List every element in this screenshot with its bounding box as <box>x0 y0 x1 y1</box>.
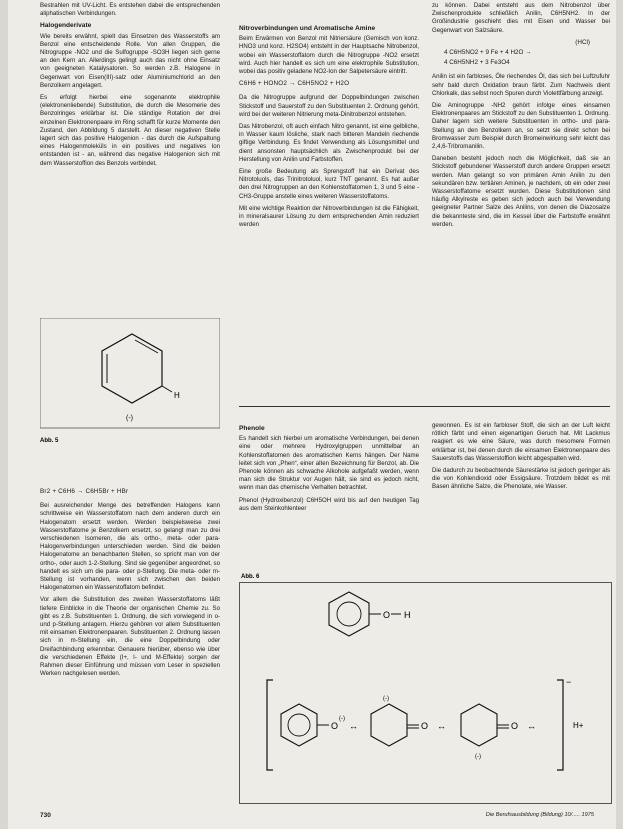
section-divider <box>239 406 610 407</box>
paragraph: Bei ausreichender Menge des betreffenden Halogens kann schrittweise ein Wasserstoffatom nach dem anderen durch ein Halogenatom ersetzt werden. Werden beispielsweise zwei Wasserstoffatome je Benzolkern ersetzt, so gelangt man zu drei verschiedenen Isomeren, die als ortho-, meta- oder para-Halogenverbindungen unterschieden werden. Sind die beiden Halogenatome an benachbarten Stellen, so spricht man von der ortho-, oder auch 1-2-Stellung. Sind sie gegenüber angeordnet, so handelt es sich um die para- oder p-Stellung. Die meta- oder m-Stellung ist vorhanden, wenn sich zwischen den beiden Halogenatomen ein Wasserstoffatom befindet. <box>40 502 220 592</box>
oxygen-label: O <box>383 610 391 620</box>
heading-nitroverbindungen: Nitroverbindungen und Aromatische Amine <box>239 25 376 32</box>
paragraph: Die dadurch zu beobachtende Säurestärke ist jedoch geringer als die von Kohlendioxid oder Essigsäure. Trotzdem bildet es mit Basen ähnliche Salze, die Phenolate, wie Wasser. <box>432 467 610 491</box>
figure-5-label: Abb. 5 <box>40 438 59 444</box>
oxygen-label: O <box>331 721 339 731</box>
intro-paragraph: Bestrahlen mit UV-Licht. Es entstehen dabei die entsprechenden aliphatischen Verbindungen. <box>40 2 220 18</box>
aniline-equation-2: 4 C6H5NH2 + 3 Fe3O4 <box>444 59 510 67</box>
benzene-hexagon <box>102 334 162 403</box>
column-2-bottom <box>239 422 419 517</box>
column-1-bottom <box>40 484 220 682</box>
resonance-structure-2 <box>371 696 428 746</box>
paragraph: Es erfolgt hierbei eine sogenannte elektrophile (elektronenliebende) Substitution, die durch die Mesomerie des Benzolringes erklärbar ist. Die ständige Rotation der drei einzelnen Elektronenpaare im Ring schafft für kurze Momente den Zustand, den Abbildung 5 darstellt. An dieser negativen Stelle lagert sich das positive Halogenion - das durch die Aufspaltung eines Halogenmoleküls in ein positives und negatives Ion entstanden ist - an, während das negative Halogenion sich mit dem Wasserstoffion des Benzols verbindet. <box>40 94 220 167</box>
paragraph: zu können. Dabei entsteht aus dem Nitrobenzol über Zwischenprodukte schließlich Anilin, C6H5NH2. In der Großindustrie geschieht dies mit Eisen und Wasser bei Gegenwart von Salzsäure. <box>432 2 610 34</box>
figure-6-phenol-mesomerism <box>239 570 610 802</box>
oxygen-label: O <box>421 721 429 731</box>
heading-phenole: Phenole <box>239 425 265 432</box>
charge-label: (-) <box>383 696 389 702</box>
resonance-arrow: ↔ <box>527 721 536 731</box>
bracket-charge: − <box>566 677 572 687</box>
proton-label: H+ <box>573 721 584 730</box>
charge-label: (-) <box>475 754 481 760</box>
negative-charge-label: (-) <box>126 415 133 422</box>
footer-journal: Die Berufsausbildung (Bildung) 10/..... 1975 <box>485 812 594 818</box>
paragraph: Anilin ist ein farbloses, Öle riechendes Öl, das sich bei Luftzufuhr sehr bald durch Oxidation braun färbt. Zum Nachweis dient Chlorkalk, das selbst noch Spuren durch Violettfärbung anzeigt. <box>432 73 610 97</box>
right-bracket <box>557 680 563 770</box>
charge-label: (-) <box>339 716 345 722</box>
bromination-formula: Br2 + C6H6 → C6H5Br + HBr <box>40 488 129 495</box>
paragraph: Vor allem die Substitution des zweiten Wasserstoffatoms läßt tiefere Einblicke in die Theorie der organischen Chemie zu. So gibt es z.B. Substituenten 1. Ordnung, die sich vorwiegend in o- und p-Stellung anlagern. Hierzu gehören vor allem Substituenten mit einsamen Elektronenpaaren. Substituenten 2. Ordnung lassen sich in m-Stellung ein, die eine Doppelbindung oder Dreifachbindung erkennbar. Genauere hierüber, ebenso wie über die verschiedenen Effekte (I+, I- und M-Effekte) sorgen der Rahmen dieser Einführung und müssen vom Leser in speziellen Werken nachgelesen werden. <box>40 596 220 678</box>
ring <box>461 704 497 746</box>
paragraph: Da die Nitrogruppe aufgrund der Doppelbindungen zwischen Stickstoff und Sauerstoff zu den Substituenten 2. Ordnung gehört, wird bei der weiteren Nitrierung meta-Dinitrobenzol entstehen. <box>239 94 419 118</box>
phenol-structure <box>329 592 411 636</box>
aromatic-circle <box>337 602 361 626</box>
figure-6-label: Abb. 6 <box>241 574 260 580</box>
paragraph: Beim Erwärmen von Benzol mit Nitriersäure (Gemisch von konz. HNO3 und konz. H2SO4) entsteht in der Hauptsache Nitrobenzol, wobei ein Wasserstoffatom durch die Nitrogruppe -NO2 ersetzt wird. Auch hier handelt es sich um eine elektrophile Substitution, wobei das positiv geladene NO2-Ion der Salpetersäure eintritt. <box>239 35 419 76</box>
paragraph: Das Nitrobenzol, oft auch einfach Nitro genannt, ist eine gelbliche, in Wasser kaum lösliche, stark nach bitteren Mandeln riechende giftige Verbindung. Es findet Verwendung als Lösungsmittel und dient ansonsten hauptsächlich als Zwischenprodukt bei der Herstellung von Anilin und Farbstoffen. <box>239 123 419 163</box>
hydrogen-bond-line <box>162 386 172 392</box>
paragraph: Die Aminogruppe -NH2 gehört infolge eines einsamen Elektronenpaares am Stickstoff zu den Substituenten 1. Ordnung. Daher lagern sich weitere Substituenten in ortho- und para-Stellung an den Benzolkern an, so setzt sie direkt schon bei Bromwasser zum Beispiel durch Bromeinwirkung sehr leicht das 2,4,6-Tribromanilin. <box>432 102 610 151</box>
nitration-formula: C6H6 + HONO2 → C6H5NO2 + H2O <box>239 80 350 88</box>
phenol-ring <box>329 592 369 636</box>
column-1 <box>40 2 220 172</box>
paragraph: Wie bereits erwähnt, spielt das Einsetzen des Wasserstoffs am Benzol eine entscheidende Rolle. Von allen Gruppen, die Nitrogruppe -NO2 und die Sulfogruppe -SO3H liegen sich gerne an den Kern an. Allerdings gelingt auch das nicht ohne Einsatz von geeigneten Katalysatoren. So werden z.B. Halogene in Gegenwart von Eisen(III)-salz oder Aluminiumchlorid an den Benzolkern angelagert. <box>40 32 220 89</box>
paragraph: Mit eine wichtige Reaktion der Nitroverbindungen ist die Fähigkeit, in mineralsaurer Lösung zu dem entsprechenden Amin reduziert werden <box>239 204 419 229</box>
resonance-structure-1 <box>281 704 345 746</box>
hydrogen-label: H <box>404 610 411 620</box>
page <box>8 0 616 829</box>
ring <box>281 704 317 746</box>
oxygen-label: O <box>511 721 519 731</box>
hydrogen-label: H <box>174 391 180 400</box>
column-3 <box>432 2 610 233</box>
paragraph: Es handelt sich hierbei um aromatische Verbindungen, bei denen eine oder mehrere Hydroxylgruppen unmittelbar an Kohlenstoffatomen des aromatischen Kerns hängen. Der Name leitet sich von „Phen“, einer alten Bezeichnung für Benzol, ab. Die Phenole können als schwache Alkohole aufgefaßt werden, wenn man sich die Struktur vor Augen hält, sie sind es jedoch nicht, wenn man das chemische Verhalten betrachtet. <box>239 435 419 492</box>
paragraph: Eine große Bedeutung als Sprengstoff hat ein Derivat des Nitrotoluols, das Trinitrotoluol, kurz TNT genannt. Es hat außer den drei Nitrogruppen an den Kohlenstoffatomen 1, 3 und 5 eine -CH3-Gruppe anstelle eines weiteren Wasserstoffatoms. <box>239 168 419 200</box>
resonance-structure-3 <box>461 704 518 760</box>
aromatic-circle <box>288 714 310 736</box>
resonance-arrow: ↔ <box>349 721 358 731</box>
aniline-equation-1: 4 C6H5NO2 + 9 Fe + 4 H2O → <box>444 49 532 57</box>
paragraph: gewonnen. Es ist ein farbloser Stoff, die sich an der Luft leicht rötlich färbt und einen eigenartigen Geruch hat. Mit Lackmus reagiert es wie eine Säure, was durch mesomere Formen erklärbar ist, bei denen durch die einsamen Elektronenpaare des Sauerstoffs das Wasserstoffion leicht abgespalten wird. <box>432 422 610 462</box>
column-2 <box>239 22 419 233</box>
page-number: 730 <box>40 812 51 819</box>
heading-halogenderivate: Halogenderivate <box>40 22 92 30</box>
resonance-arrow: ↔ <box>437 721 446 731</box>
left-bracket <box>267 680 273 770</box>
catalyst-label: (HCl) <box>575 38 590 46</box>
ring <box>371 704 407 746</box>
column-3-bottom <box>432 422 610 496</box>
paragraph: Phenol (Hydroxibenzol) C6H5OH wird bis auf den heutigen Tag aus dem Steinkohlenteer <box>239 496 419 512</box>
paragraph: Daneben besteht jedoch noch die Möglichkeit, daß sie an Stickstoff gebundener Wasserstoff durch andere Gruppen ersetzt werden. Man gelangt so von primären Amin Anilin zu den sekundären bzw. tertiären Aminen, je nachdem, ob ein oder zwei Wasserstoffatome ersetzt wurden. Diese Substitutionen sind häufig Alkylreste es geben sich jedoch auch bei Verwendung geeigneter Partner Salze des Anilins, von denen die Diazosalze die bekannteste sind, die im Kessel über die Farbstoffe erwähnt werden. <box>432 155 610 228</box>
figure-5-benzene-ring <box>40 318 220 448</box>
